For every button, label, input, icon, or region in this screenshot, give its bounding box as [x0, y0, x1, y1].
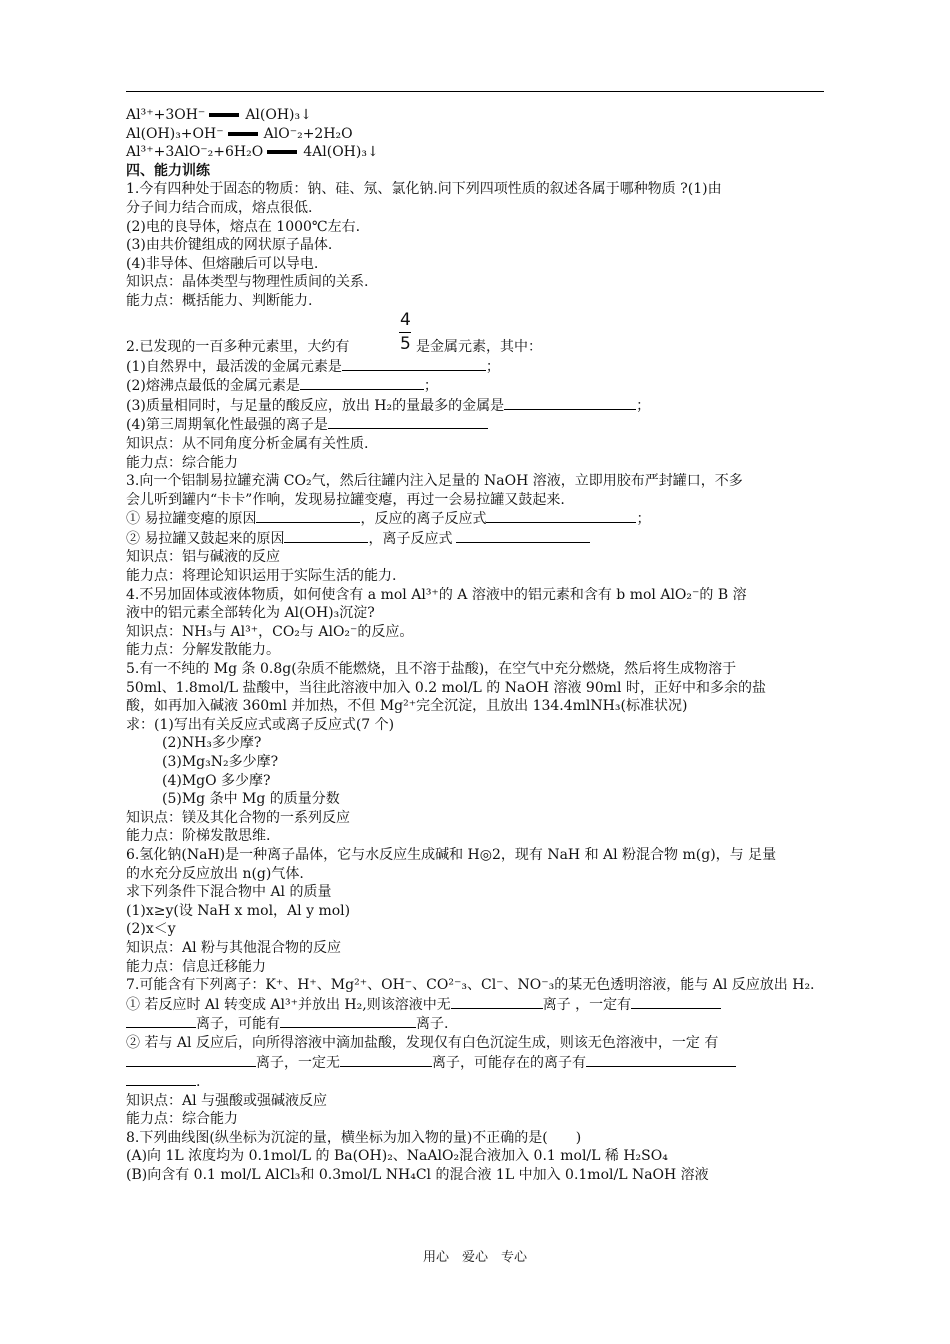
equals-sign [267, 150, 297, 154]
q1-knowledge: 知识点：晶体类型与物理性质间的关系. [126, 274, 369, 291]
q3-line: 3.向一个铝制易拉罐充满 CO₂气，然后往罐内注入足量的 NaOH 溶液，立即用胶布严封罐口，不多 [126, 473, 743, 490]
q3-knowledge: 知识点：铝与碱液的反应 [126, 549, 280, 566]
answer-blank[interactable] [631, 995, 721, 1009]
equals-sign [228, 132, 258, 136]
q5-line: 50ml、1.8mol/L 盐酸中，当往此溶液中加入 0.2 mol/L 的 NaOH 溶液 90ml 时，正好中和多余的盐 [126, 679, 766, 696]
q7-knowledge: 知识点：Al 与强酸或强碱液反应 [126, 1092, 328, 1109]
q1-line: 分子间力结合而成，熔点很低. [126, 199, 313, 216]
q7-text: 离子 ，一定有 [542, 996, 632, 1013]
q6-line: 的水充分反应放出 n(g)气体. [126, 865, 304, 882]
answer-blank[interactable] [300, 376, 424, 390]
answer-blank[interactable] [504, 396, 636, 410]
equals-sign [209, 113, 239, 117]
q7-line [126, 1072, 826, 1092]
q3-line [126, 509, 826, 529]
equation-1 [126, 106, 826, 125]
q2-text-after: 是金属元素，其中： [416, 338, 542, 355]
q1-line: (3)由共价键组成的网状原子晶体. [126, 237, 333, 254]
equation-3 [126, 143, 826, 162]
page-footer: 用心 爱心 专心 [422, 1250, 527, 1265]
fraction-bar [399, 332, 411, 333]
q7-text: 离子，一定无 [256, 1054, 340, 1071]
q3-text: ② 易拉罐又鼓起来的原因 [126, 530, 285, 547]
q2-line [126, 376, 826, 396]
q3-text: ① 易拉罐变瘪的原因 [126, 511, 257, 528]
answer-blank[interactable] [284, 529, 368, 543]
equation-rhs: Al(OH)₃↓ [245, 107, 312, 123]
answer-blank[interactable] [280, 1014, 416, 1028]
q5-subquestion: (4)MgO 多少摩? [162, 772, 271, 789]
q8-option-b: (B)向含有 0.1 mol/L AlCl₃和 0.3mol/L NH₄Cl 的混合液 1L 中加入 0.1mol/L NaOH 溶液 [126, 1167, 709, 1184]
q2-knowledge: 知识点：从不同角度分析金属有关性质. [126, 435, 369, 452]
q7-text: ① 若反应时 Al 转变成 Al³⁺并放出 H₂,则该溶液中无 [126, 996, 451, 1013]
q1-line: (2)电的良导体，熔点在 1000℃左右. [126, 218, 361, 235]
q2-line [126, 415, 826, 435]
answer-blank[interactable] [586, 1053, 736, 1067]
q5-ability: 能力点：阶梯发散思维. [126, 828, 271, 845]
q2-text-before: 2.已发现的一百多种元素里，大约有 [126, 338, 350, 355]
q6-line: (2)x＜y [126, 921, 176, 938]
q7-line [126, 1053, 826, 1073]
q2-ability: 能力点：综合能力 [126, 454, 238, 471]
q5-line: 5.有一不纯的 Mg 条 0.8g(杂质不能燃烧，且不溶于盐酸)，在空气中充分燃烧，然后将生成物溶于 [126, 661, 737, 678]
q7-punct: . [196, 1074, 201, 1091]
equation-lhs: Al(OH)₃+OH⁻ [126, 125, 224, 142]
q2-intro [126, 311, 826, 357]
q3-line: 会儿听到罐内“卡卡”作响，发现易拉罐变瘪，再过一会易拉罐又鼓起来. [126, 491, 565, 508]
q2-line [126, 357, 826, 377]
equation-lhs: Al³⁺+3OH⁻ [126, 107, 206, 123]
q2-text: (2)熔沸点最低的金属元素是 [126, 378, 300, 395]
q6-line: (1)x≥y(设 NaH x mol，Al y mol) [126, 902, 351, 919]
q3-line [126, 529, 826, 549]
q5-line: 酸，如再加入碱液 360ml 并加热，不但 Mg²⁺完全沉淀，且放出 134.4mlNH₃(标准状况) [126, 698, 688, 715]
q6-line: 求下列条件下混合物中 Al 的质量 [126, 884, 332, 901]
section-title: 四、能力训练 [126, 162, 210, 179]
fraction-denominator: 5 [400, 333, 411, 354]
q6-knowledge: 知识点：Al 粉与其他混合物的反应 [126, 939, 342, 956]
answer-blank[interactable] [126, 1014, 196, 1028]
q2-line [126, 396, 826, 416]
q2-punct: ； [636, 397, 651, 414]
q4-line: 液中的铝元素全部转化为 Al(OH)₃沉淀? [126, 605, 375, 622]
q7-line: ② 若与 Al 反应后，向所得溶液中滴加盐酸，发现仅有白色沉淀生成，则该无色溶液中，一定 有 [126, 1034, 719, 1051]
equation-2 [126, 125, 826, 144]
q1-line: 1.今有四种处于固态的物质：钠、硅、氖、氯化钠.问下列四项性质的叙述各属于哪种物质 ?(1)由 [126, 181, 722, 198]
answer-blank[interactable] [126, 1072, 196, 1086]
answer-blank[interactable] [456, 529, 590, 543]
q7-ability: 能力点：综合能力 [126, 1111, 238, 1128]
q5-subquestion: (5)Mg 条中 Mg 的质量分数 [162, 791, 340, 808]
q2-text: (1)自然界中，最活泼的金属元素是 [126, 358, 342, 375]
q2-punct: ； [485, 358, 500, 375]
q8-line: 8.下列曲线图(纵坐标为沉淀的量，横坐标为加入物的量)不正确的是( ) [126, 1129, 582, 1146]
q5-knowledge: 知识点：镁及其化合物的一系列反应 [126, 809, 350, 826]
equation-lhs: Al³⁺+3AlO⁻₂+6H₂O [126, 144, 264, 161]
q3-punct: ； [636, 511, 651, 528]
q5-subquestion: (2)NH₃多少摩? [162, 735, 262, 752]
q5-subquestion: (3)Mg₃N₂多少摩? [162, 754, 279, 770]
q2-text: (4)第三周期氧化性最强的离子是 [126, 417, 328, 434]
q1-ability: 能力点：概括能力、判断能力. [126, 292, 313, 309]
q3-text: ，离子反应式 [368, 530, 453, 547]
q3-ability: 能力点：将理论知识运用于实际生活的能力. [126, 568, 397, 585]
equation-rhs: AlO⁻₂+2H₂O [263, 125, 353, 142]
answer-blank[interactable] [451, 995, 543, 1009]
document-body [126, 106, 826, 1185]
answer-blank[interactable] [328, 415, 488, 429]
answer-blank[interactable] [256, 509, 360, 523]
q2-text: (3)质量相同时，与足量的酸反应，放出 H₂的量最多的金属是 [126, 397, 505, 414]
answer-blank[interactable] [342, 357, 486, 371]
q4-line: 4.不另加固体或液体物质，如何使含有 a mol Al³⁺的 A 溶液中的铝元素和含有 b mol AlO₂⁻的 B 溶 [126, 586, 747, 603]
q7-line: 7.可能含有下列离子：K⁺、H⁺、Mg²⁺、OH⁻、CO²⁻₃、Cl⁻、NO⁻₃的某无色透明溶液，能与 Al 反应放出 H₂. [126, 977, 815, 994]
q7-text: 离子. [416, 1016, 449, 1033]
q2-punct: ； [423, 378, 438, 395]
header-rule [126, 91, 824, 92]
q1-line: (4)非导体、但熔融后可以导电. [126, 255, 319, 272]
answer-blank[interactable] [486, 509, 636, 523]
q7-line [126, 1014, 826, 1034]
fraction-numerator: 4 [400, 309, 411, 330]
q6-ability: 能力点：信息迁移能力 [126, 958, 266, 975]
equation-rhs: 4Al(OH)₃↓ [303, 144, 379, 161]
q6-line: 6.氢化钠(NaH)是一种离子晶体，它与水反应生成碱和 H◎2，现有 NaH 和 Al 粉混合物 m(g)，与 足量 [126, 846, 777, 863]
q7-line [126, 995, 826, 1015]
answer-blank[interactable] [126, 1053, 256, 1067]
q5-line: 求：(1)写出有关反应式或离子反应式(7 个) [126, 716, 395, 733]
q4-ability: 能力点：分解发散能力。 [126, 642, 280, 659]
q8-option-a: (A)向 1L 浓度均为 0.1mol/L 的 Ba(OH)₂、NaAlO₂混合液加入 0.1 mol/L 稀 H₂SO₄ [126, 1148, 668, 1165]
q4-knowledge: 知识点：NH₃与 Al³⁺，CO₂与 AlO₂⁻的反应。 [126, 623, 414, 640]
q7-text: 离子，可能存在的离子有 [432, 1054, 586, 1071]
q3-text: ，反应的离子反应式 [360, 511, 487, 528]
answer-blank[interactable] [340, 1053, 432, 1067]
q7-text: 离子，可能有 [196, 1016, 280, 1033]
